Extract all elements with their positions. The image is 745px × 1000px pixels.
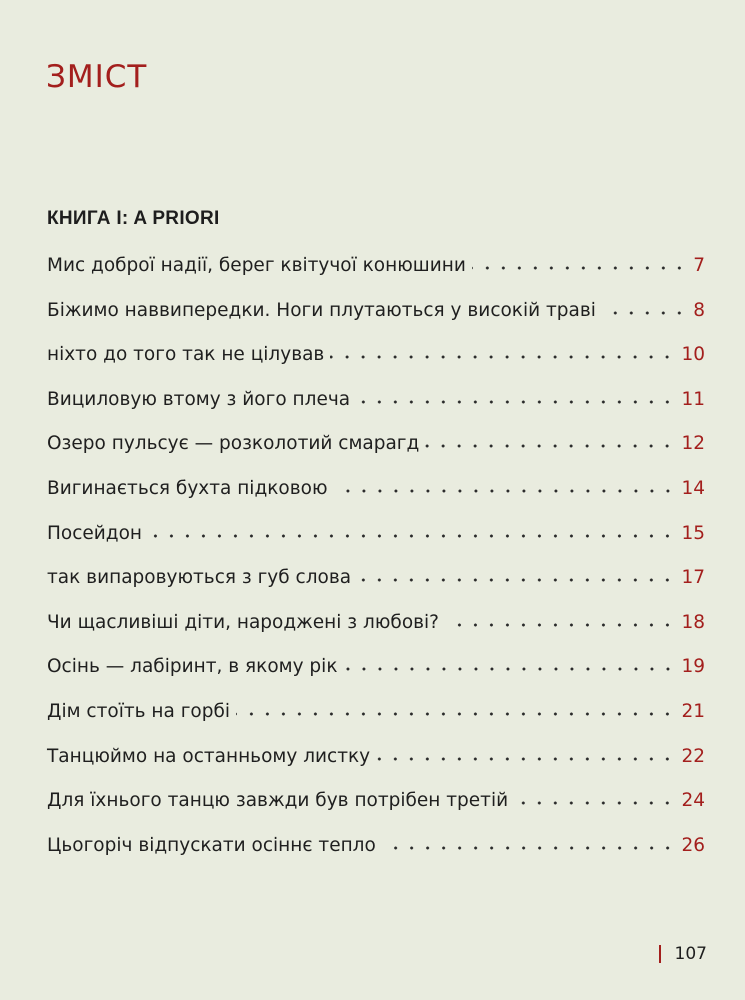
toc-entry[interactable] bbox=[47, 473, 705, 518]
toc-entry-page: 18 bbox=[681, 611, 705, 633]
dot-leader bbox=[382, 846, 676, 850]
toc-entry[interactable] bbox=[47, 562, 705, 607]
toc-entry[interactable] bbox=[47, 384, 705, 429]
toc-entry[interactable] bbox=[47, 428, 705, 473]
toc-entry-title: Посейдон bbox=[47, 522, 143, 544]
toc-entry-title: Озеро пульсує — розколотий смарагд bbox=[47, 433, 420, 455]
toc-entry-page: 22 bbox=[681, 745, 705, 767]
toc-entry-title: Вициловую втому з його плеча bbox=[47, 388, 351, 410]
dot-leader bbox=[445, 623, 675, 627]
toc-entry[interactable] bbox=[47, 250, 705, 295]
table-of-contents bbox=[47, 250, 705, 874]
toc-entry[interactable] bbox=[47, 696, 705, 741]
toc-entry-title: Осінь — лабіринт, в якому рік bbox=[47, 656, 338, 678]
dot-leader bbox=[357, 578, 675, 582]
toc-entry[interactable] bbox=[47, 830, 705, 875]
dot-leader bbox=[602, 311, 687, 315]
toc-entry[interactable] bbox=[47, 785, 705, 830]
toc-entry-title: Цьогоріч відпускати осіннє тепло bbox=[47, 834, 376, 856]
dot-leader bbox=[330, 355, 675, 359]
toc-entry-page: 24 bbox=[681, 790, 705, 812]
toc-entry[interactable] bbox=[47, 518, 705, 563]
footer-divider bbox=[659, 945, 661, 963]
toc-entry-page: 21 bbox=[681, 700, 705, 722]
dot-leader bbox=[376, 757, 675, 761]
toc-entry-page: 17 bbox=[681, 567, 705, 589]
toc-entry-page: 7 bbox=[693, 255, 705, 276]
toc-entry-page: 19 bbox=[681, 656, 705, 678]
dot-leader bbox=[344, 667, 676, 671]
toc-entry-title: Для їхнього танцю завжди був потрібен третій bbox=[47, 790, 509, 812]
dot-leader bbox=[356, 400, 675, 404]
toc-entry-page: 14 bbox=[681, 477, 705, 499]
toc-entry-title: Біжимо наввипередки. Ноги плутаються у високій траві bbox=[47, 299, 596, 321]
toc-entry-title: Вигинається бухта підковою bbox=[47, 477, 328, 499]
toc-entry[interactable] bbox=[47, 607, 705, 652]
toc-entry-title: Танцюймо на останньому листку bbox=[47, 745, 371, 767]
section-heading: КНИГА I: A PRIORI bbox=[47, 208, 220, 229]
dot-leader bbox=[514, 801, 675, 805]
page-title: ЗМІСТ bbox=[46, 58, 148, 95]
dot-leader bbox=[236, 712, 675, 716]
dot-leader bbox=[334, 489, 676, 493]
toc-entry-page: 11 bbox=[681, 388, 705, 410]
toc-entry[interactable] bbox=[47, 339, 705, 384]
dot-leader bbox=[425, 444, 675, 448]
toc-entry-page: 10 bbox=[681, 344, 705, 366]
toc-entry-title: так випаровуються з губ слова bbox=[47, 567, 352, 589]
toc-entry-title: Чи щасливіші діти, народжені з любові? bbox=[47, 611, 440, 633]
toc-entry-title: Дім стоїть на горбі bbox=[47, 700, 231, 722]
toc-entry-page: 12 bbox=[681, 433, 705, 455]
toc-entry[interactable] bbox=[47, 295, 705, 340]
toc-entry[interactable] bbox=[47, 651, 705, 696]
toc-entry-page: 8 bbox=[693, 299, 705, 321]
dot-leader bbox=[472, 266, 687, 270]
dot-leader bbox=[148, 534, 675, 538]
toc-entry-page: 26 bbox=[681, 834, 705, 856]
page-number: 107 bbox=[674, 944, 707, 964]
page-footer bbox=[659, 944, 707, 964]
toc-entry-title: Мис доброї надії, берег квітучої конюшини bbox=[47, 255, 466, 276]
toc-entry[interactable] bbox=[47, 741, 705, 786]
toc-entry-page: 15 bbox=[681, 522, 705, 544]
toc-entry-title: ніхто до того так не цілував bbox=[47, 344, 325, 366]
